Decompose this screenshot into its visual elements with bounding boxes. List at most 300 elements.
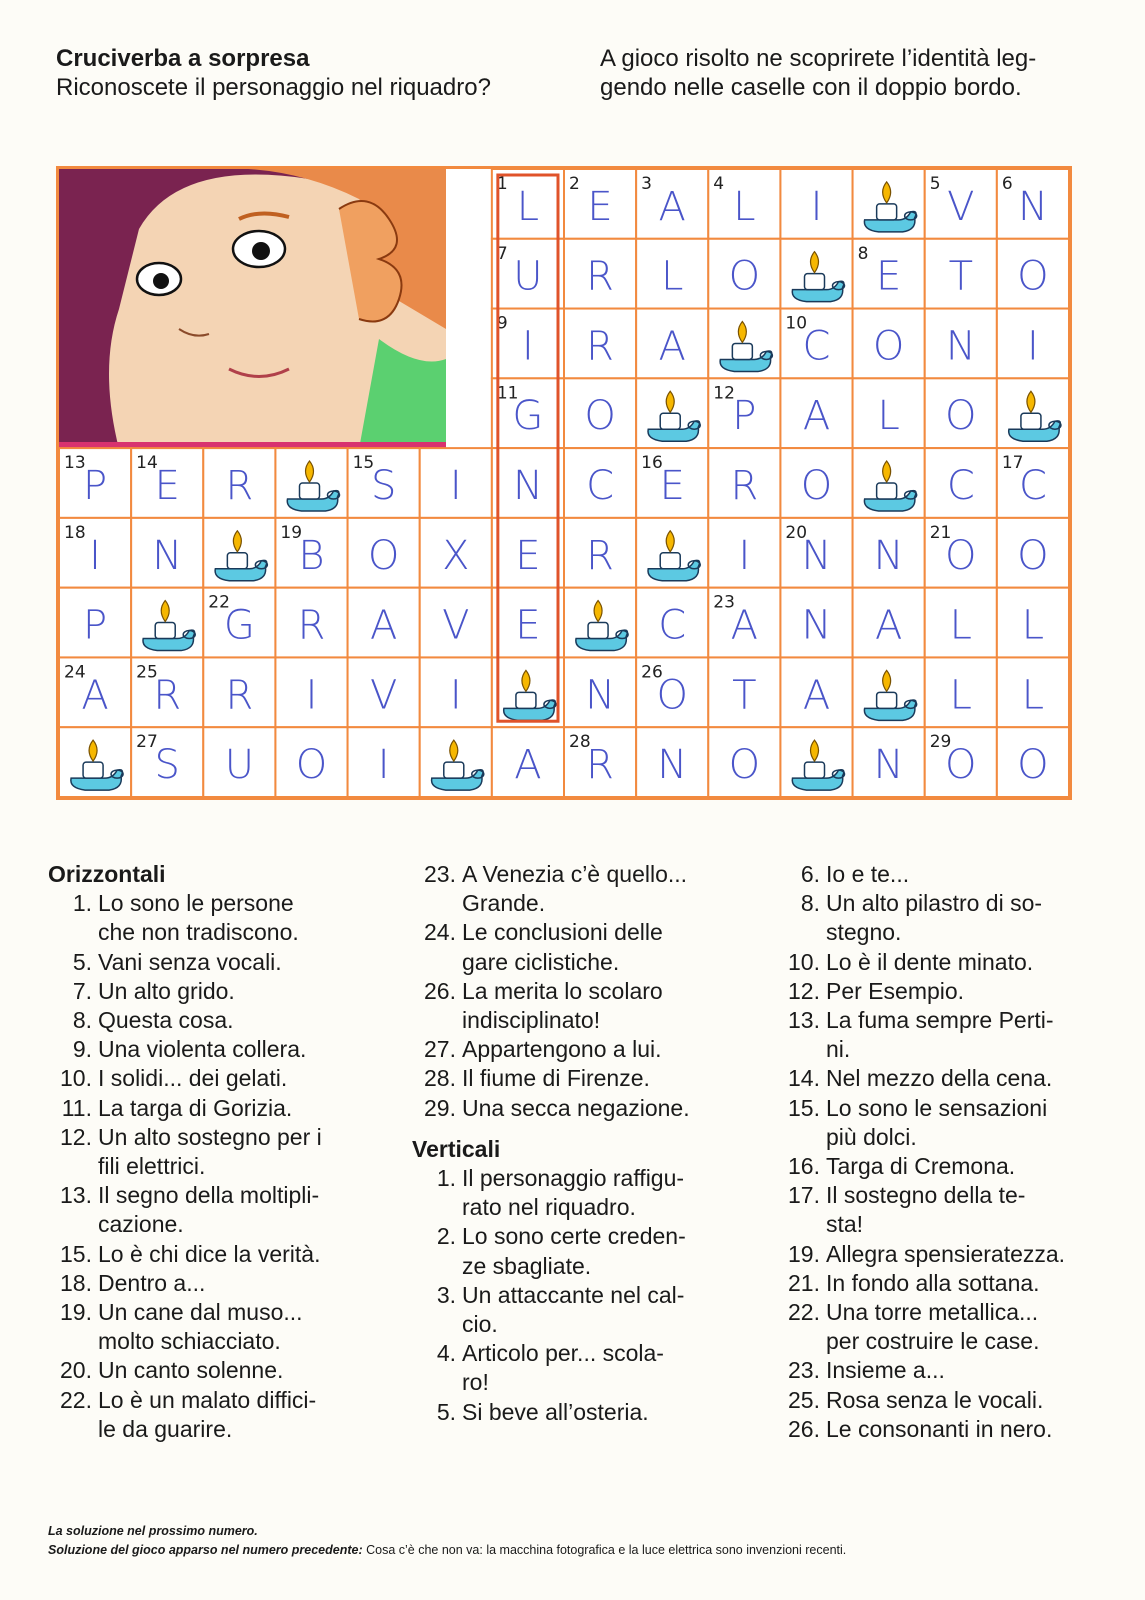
cell-letter: O xyxy=(728,742,761,789)
cell-number: 25 xyxy=(136,662,158,683)
clue-text xyxy=(826,1386,1111,1415)
clue-item xyxy=(776,1181,1111,1239)
cell-letter: V xyxy=(947,183,975,230)
clue-text xyxy=(826,948,1111,977)
cell-letter: O xyxy=(367,532,400,579)
clue-item xyxy=(776,889,1111,947)
clue-number: 9. xyxy=(72,1036,92,1063)
clue-line: Un alto grido. xyxy=(98,977,235,1004)
clue-number: 17. xyxy=(788,1182,820,1209)
clue-item xyxy=(48,948,368,977)
clue-item xyxy=(776,1356,1111,1385)
cell-letter: A xyxy=(658,323,686,370)
clue-line: ze sbagliate. xyxy=(462,1252,592,1279)
clue-line: che non tradiscono. xyxy=(98,919,299,946)
footer-solution-label: Soluzione del gioco apparso nel numero precedente: xyxy=(48,1543,363,1557)
clue-text xyxy=(462,977,742,1035)
clue-line: Le consonanti in nero. xyxy=(826,1415,1053,1442)
cell-letter: C xyxy=(658,602,687,649)
clue-item xyxy=(776,1094,1111,1152)
clue-line: Lo sono le persone xyxy=(98,890,294,917)
cell-letter: N xyxy=(585,672,616,719)
clue-item xyxy=(776,1386,1111,1415)
clue-item xyxy=(776,948,1111,977)
clue-line: Io e te... xyxy=(826,861,910,887)
clue-text xyxy=(98,1269,368,1298)
clue-text xyxy=(826,1006,1111,1064)
cell-letter: O xyxy=(945,742,977,789)
cell-number: 16 xyxy=(641,453,663,474)
cell-letter: O xyxy=(945,393,977,440)
cell-letter: O xyxy=(800,463,833,509)
clue-item xyxy=(48,977,368,1006)
clue-line: rato nel riquadro. xyxy=(462,1194,636,1221)
cell-letter: P xyxy=(732,393,757,440)
clue-number: 27. xyxy=(424,1036,456,1063)
clue-text xyxy=(826,1298,1111,1356)
clue-line: Lo è chi dice la verità. xyxy=(98,1240,321,1267)
footer xyxy=(48,1522,846,1560)
cell-number: 3 xyxy=(641,174,652,194)
clue-number: 10. xyxy=(60,1065,92,1092)
clue-line: indisciplinato! xyxy=(462,1007,601,1034)
clue-text xyxy=(462,918,742,976)
clue-line: Dentro a... xyxy=(98,1269,206,1296)
clue-text xyxy=(826,1064,1111,1093)
cell-letter: L xyxy=(1021,672,1045,719)
clue-number: 8. xyxy=(72,1007,92,1034)
clue-number: 15. xyxy=(60,1240,92,1267)
clue-number: 24. xyxy=(424,919,456,946)
clue-text xyxy=(98,889,368,947)
cell-letter: L xyxy=(949,602,972,649)
cell-letter: R xyxy=(730,463,759,509)
cell-letter: X xyxy=(442,532,470,579)
clue-line: Nel mezzo della cena. xyxy=(826,1065,1053,1092)
cell-letter: I xyxy=(377,742,390,789)
clue-text xyxy=(462,860,742,918)
cell-letter: R xyxy=(225,463,254,509)
cell-number: 26 xyxy=(641,662,663,683)
clue-line: Lo sono le sensazioni xyxy=(826,1094,1048,1121)
clue-line: Rosa senza le vocali. xyxy=(826,1386,1044,1413)
cell-letter: N xyxy=(152,532,183,579)
clue-item xyxy=(48,1298,368,1356)
clue-line: per costruire le case. xyxy=(826,1328,1040,1355)
clue-number: 15. xyxy=(788,1094,820,1121)
cell-letter: C xyxy=(946,463,975,509)
clue-line: gare ciclistiche. xyxy=(462,948,620,975)
clue-number: 4. xyxy=(436,1340,456,1367)
clue-text xyxy=(462,1281,742,1339)
clue-number: 7. xyxy=(72,977,92,1004)
cell-letter: T xyxy=(732,672,757,719)
cell-number: 13 xyxy=(64,453,86,474)
cell-letter: O xyxy=(1017,742,1049,789)
clue-number: 16. xyxy=(788,1153,820,1180)
clue-text xyxy=(462,1064,742,1093)
cell-letter: U xyxy=(224,742,254,789)
instructions-line-1: A gioco risolto ne scoprirete l’identità leg- xyxy=(600,45,1037,72)
cell-number: 23 xyxy=(713,592,735,613)
cell-number: 1 xyxy=(496,174,508,194)
clue-line: I solidi... dei gelati. xyxy=(98,1065,288,1092)
clue-item xyxy=(776,1152,1111,1181)
cell-number: 22 xyxy=(208,592,230,613)
clue-text xyxy=(98,1298,368,1356)
cell-letter: S xyxy=(154,742,180,789)
cell-number: 28 xyxy=(569,732,591,753)
clue-item xyxy=(776,977,1111,1006)
cell-letter: L xyxy=(733,183,756,230)
clue-text xyxy=(98,948,368,977)
cell-letter: R xyxy=(225,672,254,719)
cell-letter: O xyxy=(295,742,328,789)
cell-letter: N xyxy=(945,323,976,370)
cell-letter: E xyxy=(876,253,902,300)
clue-line: In fondo alla sottana. xyxy=(826,1269,1040,1296)
clue-item xyxy=(412,1339,742,1397)
cell-letter: N xyxy=(801,602,832,649)
clue-number: 6. xyxy=(800,861,820,887)
cell-number: 2 xyxy=(569,174,580,194)
instructions-line-2: gendo nelle caselle con il doppio bordo. xyxy=(600,74,1022,101)
cell-letter: S xyxy=(370,463,397,509)
cell-number: 21 xyxy=(929,522,952,543)
cell-letter: R xyxy=(297,602,326,649)
clue-number: 26. xyxy=(424,977,456,1004)
cell-letter: O xyxy=(728,253,761,300)
clue-item xyxy=(412,1064,742,1093)
clue-item xyxy=(48,1064,368,1093)
clue-item xyxy=(776,1064,1111,1093)
clue-line: Il personaggio raffigu- xyxy=(462,1165,685,1192)
cell-number: 24 xyxy=(64,662,86,683)
clue-number: 8. xyxy=(800,890,820,917)
clue-number: 28. xyxy=(424,1065,456,1092)
clue-number: 26. xyxy=(788,1415,820,1442)
clue-item xyxy=(412,1398,742,1427)
clue-text xyxy=(462,1339,742,1397)
clue-number: 14. xyxy=(788,1065,820,1092)
cell-number: 18 xyxy=(64,522,86,543)
cell-letter: I xyxy=(738,532,751,579)
footer-solution-text: Cosa c’è che non va: la macchina fotografica e la luce elettrica sono invenzioni recenti. xyxy=(366,1543,847,1557)
clue-item xyxy=(776,1240,1111,1269)
cell-letter: P xyxy=(83,602,108,649)
clue-number: 29. xyxy=(424,1094,456,1121)
clue-item xyxy=(48,1123,368,1181)
clue-line: Le conclusioni delle xyxy=(462,919,663,946)
clue-item xyxy=(776,860,1111,889)
clue-number: 22. xyxy=(788,1299,820,1326)
footer-line-1: La soluzione nel prossimo numero. xyxy=(48,1524,258,1538)
clue-text xyxy=(98,1386,368,1444)
cell-letter: O xyxy=(1017,253,1049,300)
clues-column-2 xyxy=(412,860,742,1427)
clue-text xyxy=(826,1415,1111,1444)
clue-item xyxy=(412,860,742,918)
cell-letter: O xyxy=(656,672,688,719)
clue-number: 18. xyxy=(60,1269,92,1296)
cell-number: 5 xyxy=(929,174,941,194)
clue-text xyxy=(98,1181,368,1239)
cell-letter: A xyxy=(802,672,831,719)
clue-item xyxy=(48,1094,368,1123)
clue-number: 23. xyxy=(788,1357,820,1384)
clue-line: stegno. xyxy=(826,919,902,946)
clue-text xyxy=(98,977,368,1006)
cell-letter: O xyxy=(872,323,905,370)
crossword-svg xyxy=(59,169,1069,797)
clue-line: Allegra spensieratezza. xyxy=(826,1240,1066,1267)
clue-line: Un alto pilastro di so- xyxy=(826,890,1043,917)
clue-item xyxy=(48,1035,368,1064)
clue-line: ro! xyxy=(462,1369,489,1396)
clue-line: Appartengono a lui. xyxy=(462,1036,662,1063)
clue-text xyxy=(98,1094,368,1123)
portrait-picture xyxy=(59,169,446,449)
cell-letter: L xyxy=(661,253,684,300)
clue-text xyxy=(826,1269,1111,1298)
clue-line: Un alto sostegno per i xyxy=(98,1123,322,1150)
cell-number: 15 xyxy=(352,453,375,474)
clue-number: 3. xyxy=(436,1281,456,1308)
clue-item xyxy=(412,977,742,1035)
clue-line: sta! xyxy=(826,1211,864,1238)
cell-letter: U xyxy=(513,253,543,300)
clue-line: Insieme a... xyxy=(826,1357,945,1384)
cell-letter: N xyxy=(657,742,688,789)
clue-item xyxy=(412,1164,742,1222)
clue-text xyxy=(98,1123,368,1181)
cell-letter: N xyxy=(512,463,543,509)
clue-item xyxy=(48,1240,368,1269)
cell-number: 11 xyxy=(496,383,519,404)
clue-line: Un attaccante nel cal- xyxy=(462,1281,685,1308)
orizzontali-title: Orizzontali xyxy=(48,861,166,887)
clue-line: Lo sono certe creden- xyxy=(462,1223,686,1250)
clue-text xyxy=(462,1222,742,1280)
clue-number: 2. xyxy=(436,1223,456,1250)
cell-letter: N xyxy=(873,532,904,579)
page-subtitle: Riconoscete il personaggio nel riquadro? xyxy=(56,74,491,101)
clue-line: Un cane dal muso... xyxy=(98,1299,303,1326)
cell-letter: I xyxy=(810,183,823,230)
clue-line: La fuma sempre Perti- xyxy=(826,1007,1054,1034)
clue-number: 12. xyxy=(788,977,820,1004)
cell-letter: G xyxy=(223,602,255,649)
clue-item xyxy=(776,1298,1111,1356)
cell-letter: E xyxy=(154,463,180,509)
crossword-grid xyxy=(56,166,1072,800)
cell-letter: V xyxy=(369,672,398,719)
clues-column-1 xyxy=(48,860,368,1444)
clue-line: Si beve all’osteria. xyxy=(462,1398,649,1425)
clue-line: Una torre metallica... xyxy=(826,1299,1039,1326)
clue-number: 25. xyxy=(788,1386,820,1413)
cell-letter: R xyxy=(586,742,614,789)
cell-letter: L xyxy=(949,672,972,719)
cell-letter: L xyxy=(877,393,900,440)
clue-line: Lo è un malato diffici- xyxy=(98,1386,317,1413)
clue-number: 10. xyxy=(788,948,820,975)
clue-line: fili elettrici. xyxy=(98,1153,206,1180)
footer-line-2 xyxy=(48,1541,846,1560)
cell-letter: I xyxy=(522,323,534,370)
clue-item xyxy=(48,1269,368,1298)
clue-line: cio. xyxy=(462,1311,498,1338)
cell-letter: N xyxy=(801,532,832,579)
cell-number: 8 xyxy=(857,243,869,264)
cell-letter: B xyxy=(298,532,325,579)
clue-line: Il sostegno della te- xyxy=(826,1182,1026,1209)
cell-letter: I xyxy=(1027,323,1039,370)
cell-number: 19 xyxy=(280,522,303,543)
clue-number: 19. xyxy=(60,1299,92,1326)
clue-line: La merita lo scolaro xyxy=(462,977,663,1004)
cell-number: 10 xyxy=(785,313,808,334)
cell-letter: E xyxy=(515,602,541,649)
cell-letter: P xyxy=(83,463,108,509)
clue-number: 22. xyxy=(60,1386,92,1413)
clue-text xyxy=(826,1356,1111,1385)
clue-number: 5. xyxy=(436,1398,456,1425)
clue-number: 5. xyxy=(72,948,92,975)
clue-line: Una violenta collera. xyxy=(98,1036,307,1063)
clue-item xyxy=(412,1035,742,1064)
cell-letter: A xyxy=(81,672,109,719)
clue-line: Per Esempio. xyxy=(826,977,965,1004)
clue-text xyxy=(462,1164,742,1222)
clue-number: 20. xyxy=(60,1357,92,1384)
clue-item xyxy=(48,1386,368,1444)
clue-line: Grande. xyxy=(462,890,546,917)
cell-letter: I xyxy=(89,532,101,579)
cell-number: 7 xyxy=(496,243,508,264)
clue-item xyxy=(412,1281,742,1339)
cell-number: 4 xyxy=(713,174,725,194)
cell-letter: O xyxy=(1017,532,1049,579)
clue-item xyxy=(48,1006,368,1035)
clue-item xyxy=(48,1181,368,1239)
clue-item xyxy=(48,1356,368,1385)
clue-line: Il segno della moltipli- xyxy=(98,1182,320,1209)
clue-text xyxy=(462,1398,742,1427)
cell-number: 20 xyxy=(785,522,808,543)
clue-line: Un canto solenne. xyxy=(98,1357,284,1384)
cell-letter: G xyxy=(512,393,544,440)
clue-line: Questa cosa. xyxy=(98,1007,234,1034)
cell-letter: C xyxy=(586,463,615,509)
cell-number: 12 xyxy=(713,383,735,404)
clue-number: 13. xyxy=(60,1182,92,1209)
cell-number: 29 xyxy=(929,732,952,753)
clue-line: A Venezia c’è quello... xyxy=(462,861,688,887)
cell-letter: A xyxy=(730,602,759,649)
cell-letter: I xyxy=(449,672,462,719)
cell-letter: I xyxy=(305,672,318,719)
cell-letter: N xyxy=(1017,183,1048,230)
clue-text xyxy=(826,1094,1111,1152)
clue-line: La targa di Gorizia. xyxy=(98,1094,293,1121)
clue-item xyxy=(412,918,742,976)
cell-number: 27 xyxy=(136,732,158,753)
page-title: Cruciverba a sorpresa xyxy=(56,45,310,72)
clue-text xyxy=(98,1064,368,1093)
cell-letter: R xyxy=(153,672,182,719)
clue-line: Il fiume di Firenze. xyxy=(462,1065,650,1092)
clue-line: Una secca negazione. xyxy=(462,1094,690,1121)
cell-letter: A xyxy=(369,602,398,649)
cell-letter: L xyxy=(1021,602,1045,649)
cell-letter: O xyxy=(945,532,977,579)
clue-item xyxy=(48,889,368,947)
clue-line: Lo è il dente minato. xyxy=(826,948,1034,975)
clue-line: ni. xyxy=(826,1036,851,1063)
clue-line: Vani senza vocali. xyxy=(98,948,282,975)
cell-letter: A xyxy=(874,602,903,649)
cell-letter: T xyxy=(948,253,974,300)
clue-text xyxy=(826,1240,1111,1269)
verticali-title: Verticali xyxy=(412,1135,501,1162)
cell-letter: V xyxy=(442,602,470,649)
cell-letter: R xyxy=(586,532,614,579)
cell-letter: A xyxy=(658,183,686,230)
clue-number: 13. xyxy=(788,1007,820,1034)
cell-letter: R xyxy=(586,323,614,370)
clue-line: molto schiacciato. xyxy=(98,1328,281,1355)
cell-letter: E xyxy=(587,183,613,230)
clue-item xyxy=(412,1094,742,1123)
cell-letter: C xyxy=(802,323,831,370)
clue-text xyxy=(826,860,1111,889)
cell-number: 6 xyxy=(1001,174,1013,194)
clue-text xyxy=(462,1035,742,1064)
clue-number: 21. xyxy=(788,1269,820,1296)
clue-text xyxy=(826,977,1111,1006)
clue-line: più dolci. xyxy=(826,1123,917,1150)
clue-number: 11. xyxy=(61,1094,92,1121)
cell-letter: N xyxy=(873,742,904,789)
clue-number: 12. xyxy=(60,1123,92,1150)
cell-letter: O xyxy=(584,393,616,440)
cell-letter: E xyxy=(515,532,541,579)
cell-letter: C xyxy=(1018,463,1047,509)
clue-item xyxy=(776,1269,1111,1298)
clue-number: 19. xyxy=(788,1240,820,1267)
clue-line: Targa di Cremona. xyxy=(826,1153,1016,1180)
clue-line: le da guarire. xyxy=(98,1415,233,1442)
clue-text xyxy=(98,1240,368,1269)
header-left xyxy=(56,44,576,102)
cell-letter: L xyxy=(516,183,540,230)
clue-text xyxy=(826,1152,1111,1181)
clue-text xyxy=(98,1356,368,1385)
clue-number: 1. xyxy=(436,1165,456,1192)
cell-letter: E xyxy=(659,463,685,509)
cell-number: 14 xyxy=(136,453,158,474)
clue-line: cazione. xyxy=(98,1211,184,1238)
clue-item xyxy=(776,1415,1111,1444)
header-right xyxy=(600,44,1120,102)
cell-letter: A xyxy=(514,742,542,789)
clue-text xyxy=(826,889,1111,947)
clue-text xyxy=(98,1035,368,1064)
clue-text xyxy=(462,1094,742,1123)
clues-column-3 xyxy=(776,860,1111,1444)
clue-item xyxy=(776,1006,1111,1064)
